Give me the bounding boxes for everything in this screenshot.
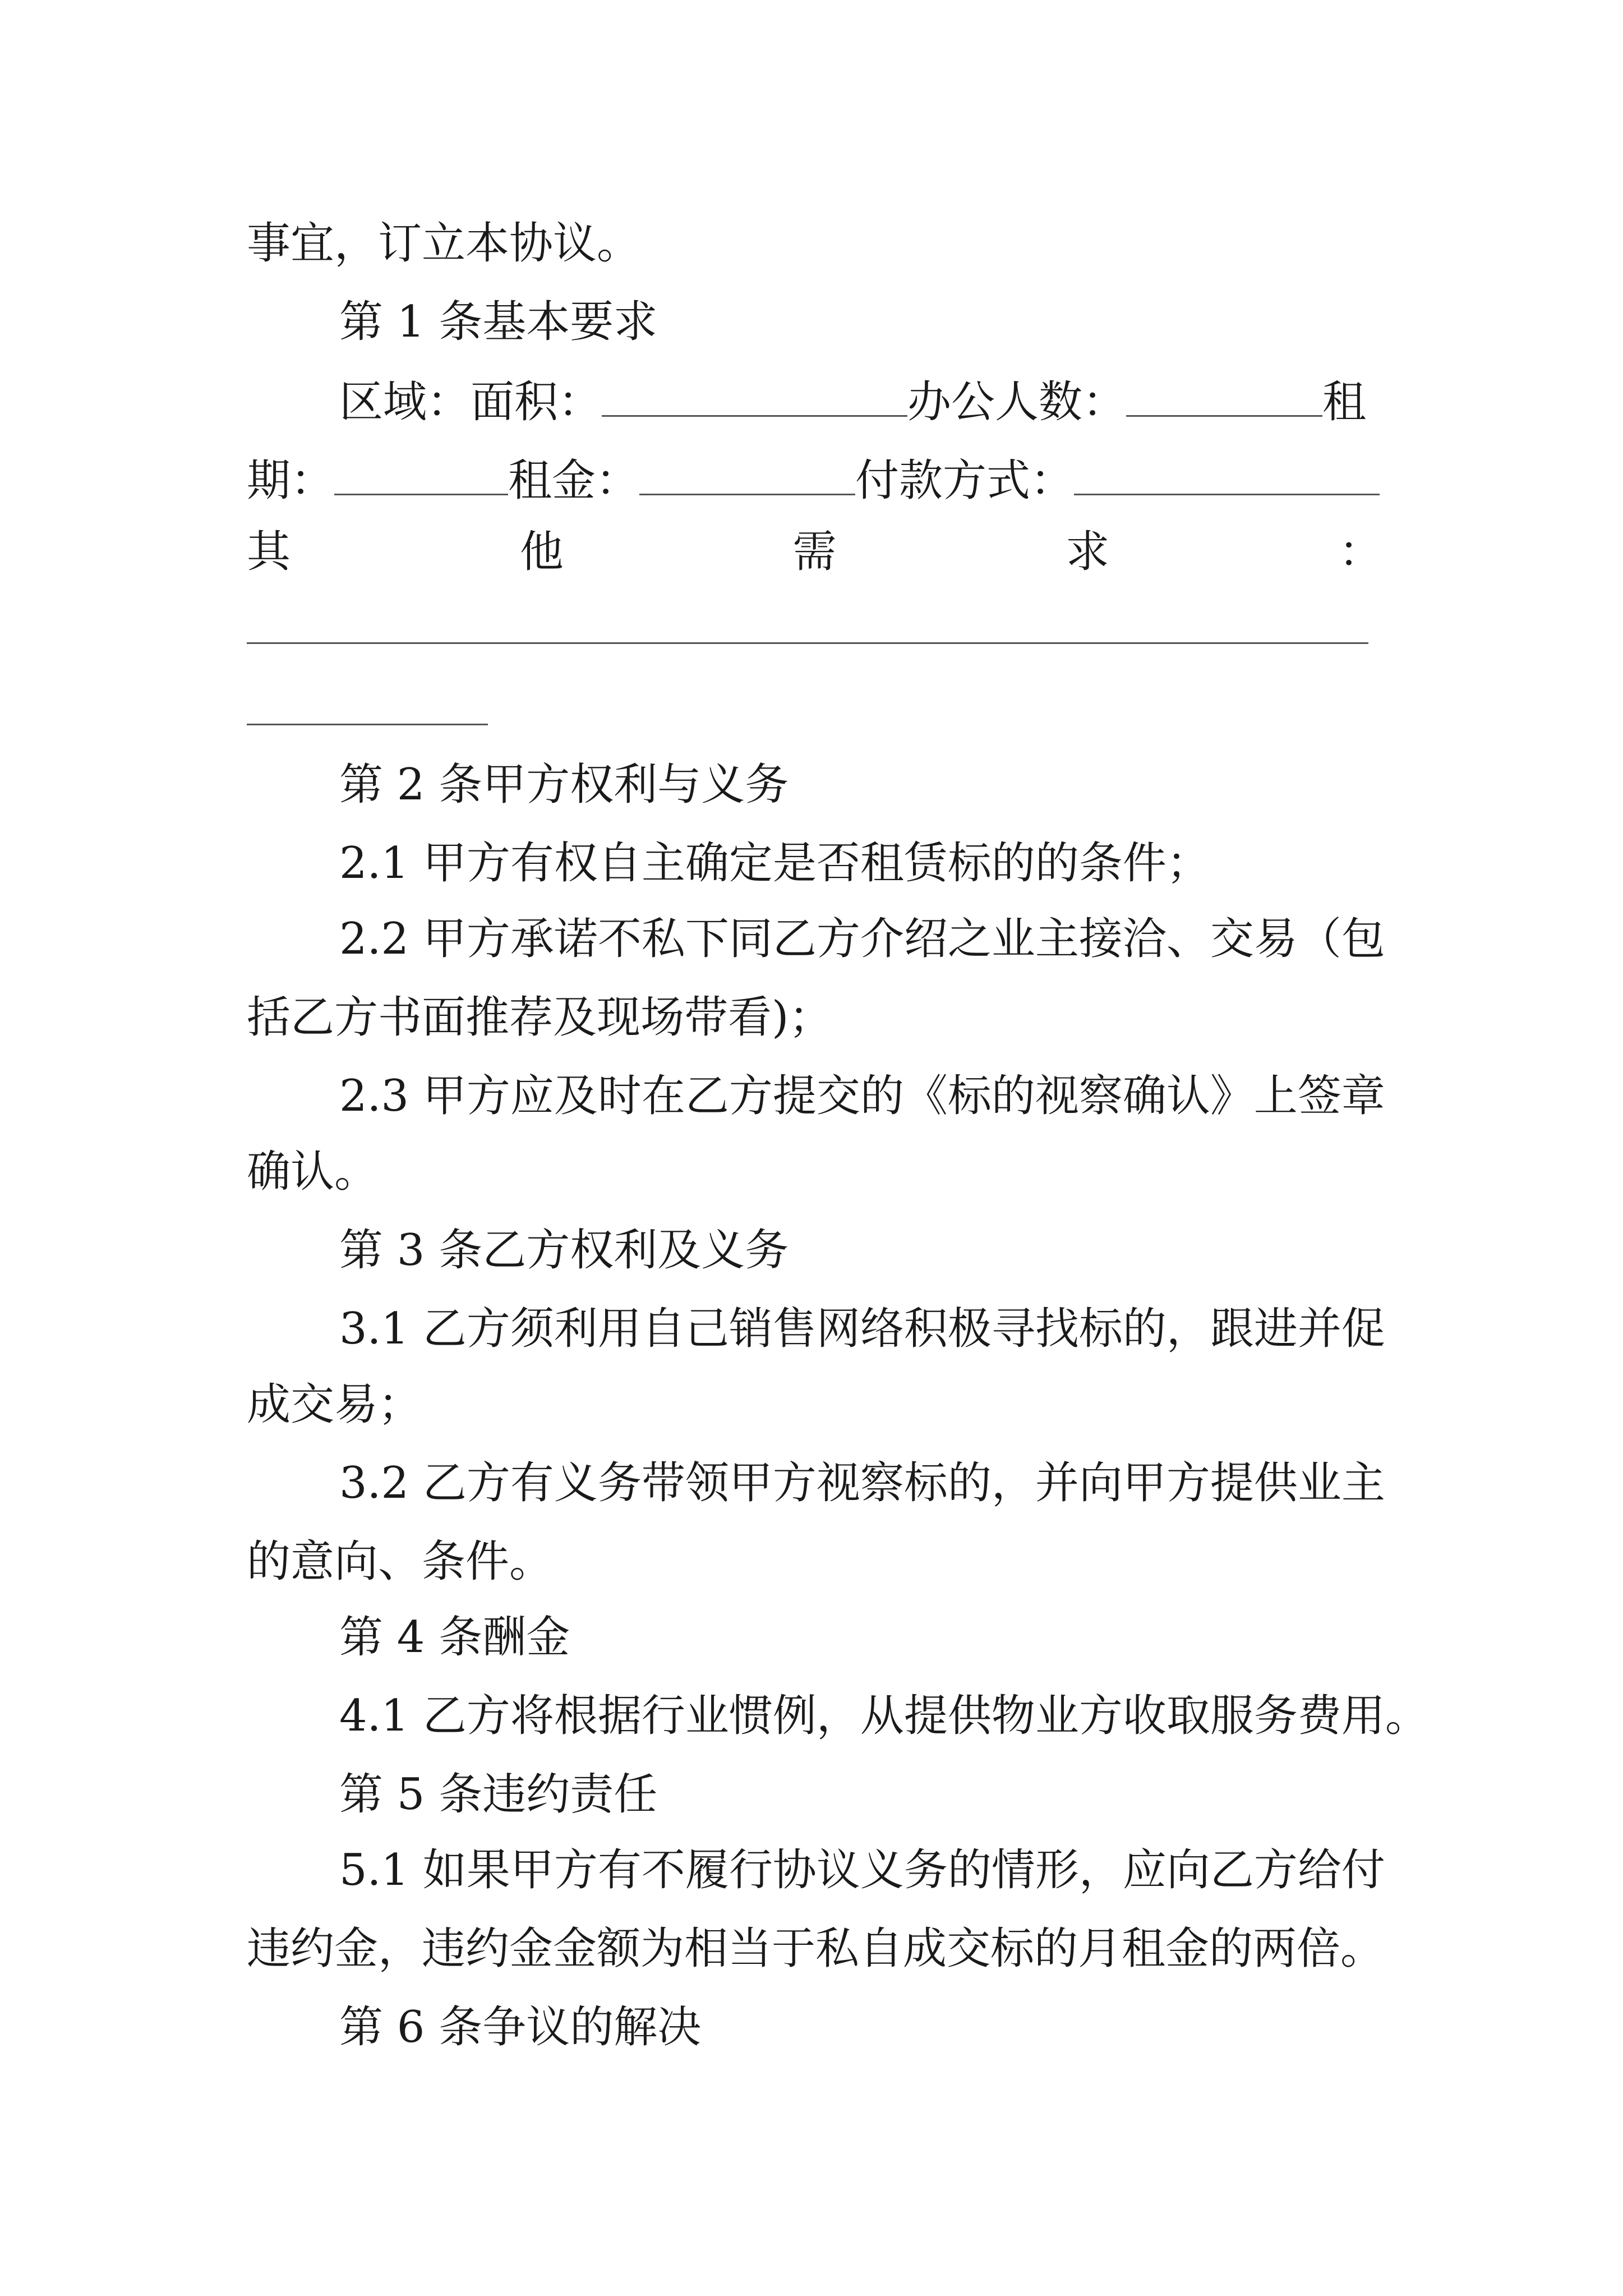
other-char: 其 — [247, 527, 291, 577]
staff-count-label: 办公人数： — [907, 377, 1127, 427]
clause-4-1: 4.1 乙方将根据行业惯例，从提供物业方收取服务费用。 — [339, 1691, 1429, 1741]
article-2-title: 第 2 条甲方权利与义务 — [339, 760, 789, 810]
clause-2-2-line-2: 括乙方书面推荐及现场带看)； — [247, 992, 833, 1043]
staff-count-blank[interactable] — [1126, 376, 1322, 417]
clause-3-1-line-1: 3.1 乙方须利用自己销售网络积极寻找标的，跟进并促 — [339, 1304, 1385, 1354]
article-1-title: 第 1 条基本要求 — [339, 297, 658, 347]
clause-2-1: 2.1 甲方有权自主确定是否租赁标的的条件； — [339, 838, 1210, 889]
article-5-title: 第 5 条违约责任 — [339, 1769, 658, 1820]
other-char: 求 — [1066, 527, 1110, 577]
payment-method-blank[interactable] — [1074, 454, 1380, 495]
area-blank[interactable] — [602, 376, 907, 417]
other-requirements-label — [247, 527, 1382, 577]
term-blank[interactable] — [334, 454, 508, 495]
payment-method-label: 付款方式： — [855, 455, 1075, 506]
basic-requirements-line-2 — [247, 454, 1380, 506]
other-char: ： — [1338, 527, 1382, 577]
clause-5-1-line-1: 5.1 如果甲方有不履行协议义务的情形，应向乙方给付 — [339, 1845, 1385, 1895]
text-line: 事宜，订立本协议。 — [247, 218, 641, 269]
clause-5-1-line-2: 违约金，违约金金额为相当于私自成交标的月租金的两倍。 — [247, 1924, 1385, 1974]
clause-3-1-line-2: 成交易； — [247, 1379, 422, 1430]
article-6-title: 第 6 条争议的解决 — [339, 2002, 702, 2053]
basic-requirements-line-1 — [339, 376, 1367, 427]
term-label-part1: 租 — [1322, 377, 1367, 427]
other-requirements-blank-line-1[interactable] — [247, 642, 1368, 644]
article-4-title: 第 4 条酬金 — [339, 1612, 570, 1663]
other-char: 他 — [519, 527, 564, 577]
clause-2-3-line-1: 2.3 甲方应及时在乙方提交的《标的视察确认》上签章 — [339, 1071, 1385, 1121]
other-requirements-blank-line-2[interactable] — [247, 724, 488, 725]
rent-blank[interactable] — [639, 454, 855, 495]
rent-label: 租金： — [508, 455, 640, 506]
clause-2-3-line-2: 确认。 — [247, 1147, 379, 1197]
term-label-part2: 期： — [247, 455, 335, 506]
region-area-label: 区域：面积： — [339, 377, 602, 427]
article-3-title: 第 3 条乙方权利及义务 — [339, 1225, 789, 1276]
other-char: 需 — [792, 527, 837, 577]
clause-3-2-line-1: 3.2 乙方有义务带领甲方视察标的，并向甲方提供业主 — [339, 1458, 1385, 1508]
clause-2-2-line-1: 2.2 甲方承诺不私下同乙方介绍之业主接洽、交易（包 — [339, 914, 1385, 964]
clause-3-2-line-2: 的意向、条件。 — [247, 1536, 554, 1587]
